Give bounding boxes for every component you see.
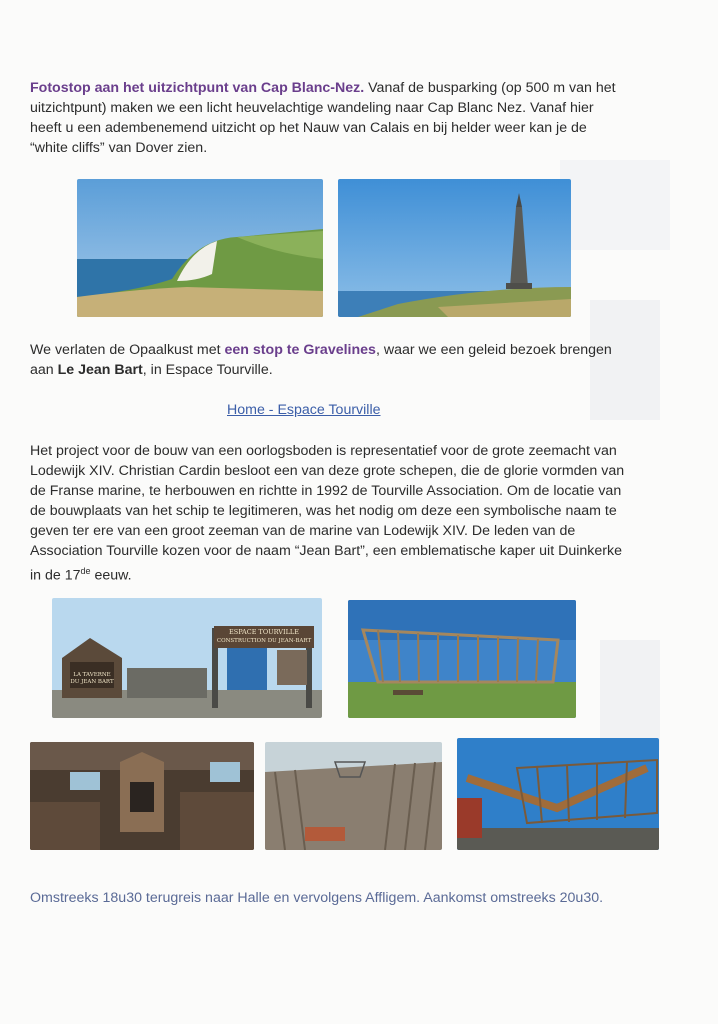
gravelines-paragraph [30, 340, 690, 380]
le-jean-bart-bold: Le Jean Bart [57, 362, 143, 378]
paragraph-text: , waar we een geleid bezoek brengen [375, 342, 612, 358]
paragraph-line: heeft u een adembenemend uitzicht op het Nauw van Calais en bij helder weer kan je de [30, 120, 587, 136]
paragraph-line [30, 340, 690, 360]
paragraph-text: eeuw. [90, 567, 132, 584]
superscript: de [80, 566, 91, 576]
bleed-through-block [600, 640, 660, 750]
espace-tourville-link[interactable]: Home - Espace Tourville [227, 402, 381, 418]
cap-blanc-nez-highlight: Fotostop aan het uitzichtpunt van Cap Blanc-Nez. [30, 80, 365, 96]
paragraph-line: Association Tourville kozen voor de naam “Jean Bart”, een emblematische kaper uit Duinkerke [30, 543, 622, 559]
gravelines-highlight: een stop te Gravelines [224, 342, 376, 358]
photo-ship-interior [265, 742, 442, 850]
bleed-through-block [560, 160, 670, 250]
sign-line: LA TAVERNE [73, 672, 111, 678]
return-trip-footer: Omstreeks 18u30 terugreis naar Halle en vervolgens Affligem. Aankomst omstreeks 20u30. [30, 890, 604, 906]
paragraph-text: We verlaten de Opaalkust met [30, 342, 225, 358]
photo-cap-blanc-nez-cliffs [77, 179, 323, 317]
photo-cap-blanc-nez-monument [338, 179, 571, 317]
paragraph-line: Lodewijk XIV. Christian Cardin besloot een van deze grote schepen, die de glorie vormden van [30, 463, 625, 479]
paragraph-line [30, 561, 700, 586]
cap-blanc-nez-paragraph [30, 78, 690, 158]
sign-line: CONSTRUCTION DU JEAN-BART [216, 638, 312, 644]
paragraph-line: de Franse marine, te herbouwen en richtte in 1992 de Tourville Association. Om de locatie van [30, 483, 622, 499]
paragraph-text: in de 17 [30, 567, 81, 584]
paragraph-line: “white cliffs” van Dover zien. [30, 140, 208, 156]
paragraph-text: aan [30, 362, 58, 378]
photo-workshop-interior [30, 742, 254, 850]
paragraph-text: , in Espace Tourville. [142, 362, 273, 378]
paragraph-line: de bouwplaats van het schip te legitimeren, was het nodig om deze een symbolische naam te [30, 503, 617, 519]
paragraph-line [30, 78, 690, 98]
photo-ship-bow-timbers [457, 738, 659, 850]
paragraph-line: Het project voor de bouw van een oorlogsboden is representatief voor de grote zeemacht van [30, 443, 617, 459]
paragraph-line [30, 360, 690, 380]
taverne-sign [62, 672, 122, 686]
paragraph-line: uitzichtpunt) maken we een licht heuvelachtige wandeling naar Cap Blanc Nez. Vanaf hier [30, 100, 594, 116]
sign-line: ESPACE TOURVILLE [229, 628, 299, 636]
espace-tourville-sign [215, 628, 313, 646]
paragraph-text: Vanaf de busparking (op 500 m van het [364, 80, 616, 96]
photo-ship-hull-frame [348, 600, 576, 718]
sign-line: DU JEAN BART [70, 679, 114, 685]
project-paragraph [30, 441, 700, 586]
photo-espace-tourville-entrance [52, 598, 322, 718]
paragraph-line: geven ter ere van een groot zeeman van de marine van Lodewijk XIV. De leden van de [30, 523, 576, 539]
